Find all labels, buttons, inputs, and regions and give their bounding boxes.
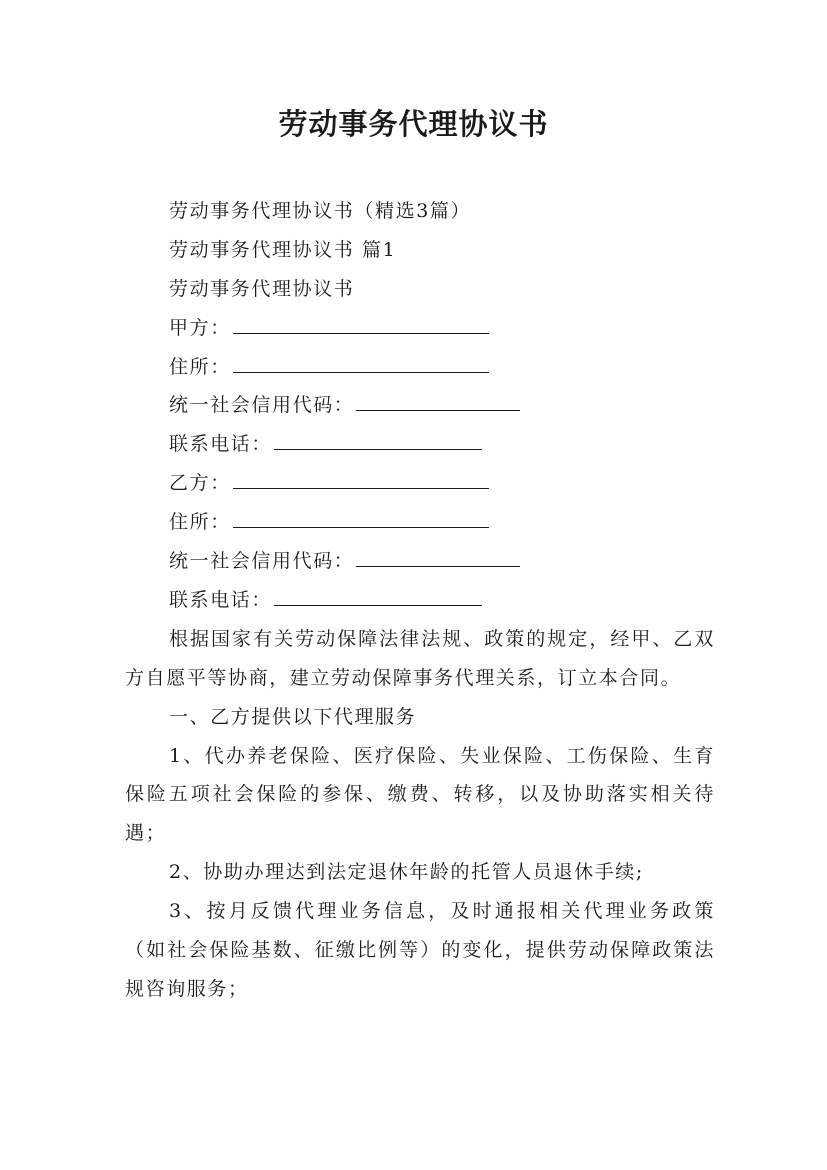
party-a-credit-code-blank bbox=[356, 392, 520, 411]
party-a-address-label: 住所： bbox=[169, 355, 231, 378]
party-a-address-field bbox=[125, 348, 715, 387]
party-b-phone-field bbox=[125, 581, 715, 620]
party-b-credit-code-blank bbox=[356, 548, 520, 567]
party-a-phone-field bbox=[125, 425, 715, 464]
party-b-name-label: 乙方： bbox=[169, 472, 231, 495]
document-title: 劳动事务代理协议书 bbox=[278, 107, 549, 141]
agreement-name-line: 劳动事务代理协议书 bbox=[169, 277, 355, 300]
party-b-credit-code-label: 统一社会信用代码： bbox=[169, 550, 355, 573]
party-a-name-label: 甲方： bbox=[169, 316, 231, 339]
party-b-phone-label: 联系电话： bbox=[169, 588, 273, 611]
service-item-3: 3、按月反馈代理业务信息，及时通报相关代理业务政策（如社会保险基数、征缴比例等）的变化，提供劳动保障政策法规咨询服务； bbox=[125, 900, 715, 1000]
party-b-address-label: 住所： bbox=[169, 511, 231, 534]
service-item-2: 2、协助办理达到法定退休年龄的托管人员退休手续; bbox=[169, 861, 644, 884]
party-b-phone-blank bbox=[274, 587, 482, 606]
section-line: 劳动事务代理协议书 篇1 bbox=[169, 238, 397, 261]
party-a-address-blank bbox=[233, 354, 489, 373]
party-a-credit-code-field bbox=[125, 386, 715, 425]
section-1-heading: 一、乙方提供以下代理服务 bbox=[169, 705, 417, 728]
party-b-name-blank bbox=[233, 470, 489, 489]
party-b-address-field bbox=[125, 503, 715, 542]
party-a-phone-blank bbox=[274, 431, 482, 450]
party-b-address-blank bbox=[233, 509, 489, 528]
party-a-name-blank bbox=[233, 315, 489, 334]
party-a-name-field bbox=[125, 309, 715, 348]
party-b-name-field bbox=[125, 464, 715, 503]
document-body bbox=[125, 192, 715, 1009]
intro-paragraph: 根据国家有关劳动保障法律法规、政策的规定，经甲、乙双方自愿平等协商，建立劳动保障事务代理关系，订立本合同。 bbox=[125, 627, 715, 689]
service-item-1: 1、代办养老保险、医疗保险、失业保险、工伤保险、生育保险五项社会保险的参保、缴费、转移，以及协助落实相关待遇； bbox=[125, 744, 715, 845]
party-b-credit-code-field bbox=[125, 542, 715, 581]
party-a-credit-code-label: 统一社会信用代码： bbox=[169, 394, 355, 417]
party-a-phone-label: 联系电话： bbox=[169, 433, 273, 456]
subtitle-line: 劳动事务代理协议书（精选3篇） bbox=[169, 200, 472, 222]
